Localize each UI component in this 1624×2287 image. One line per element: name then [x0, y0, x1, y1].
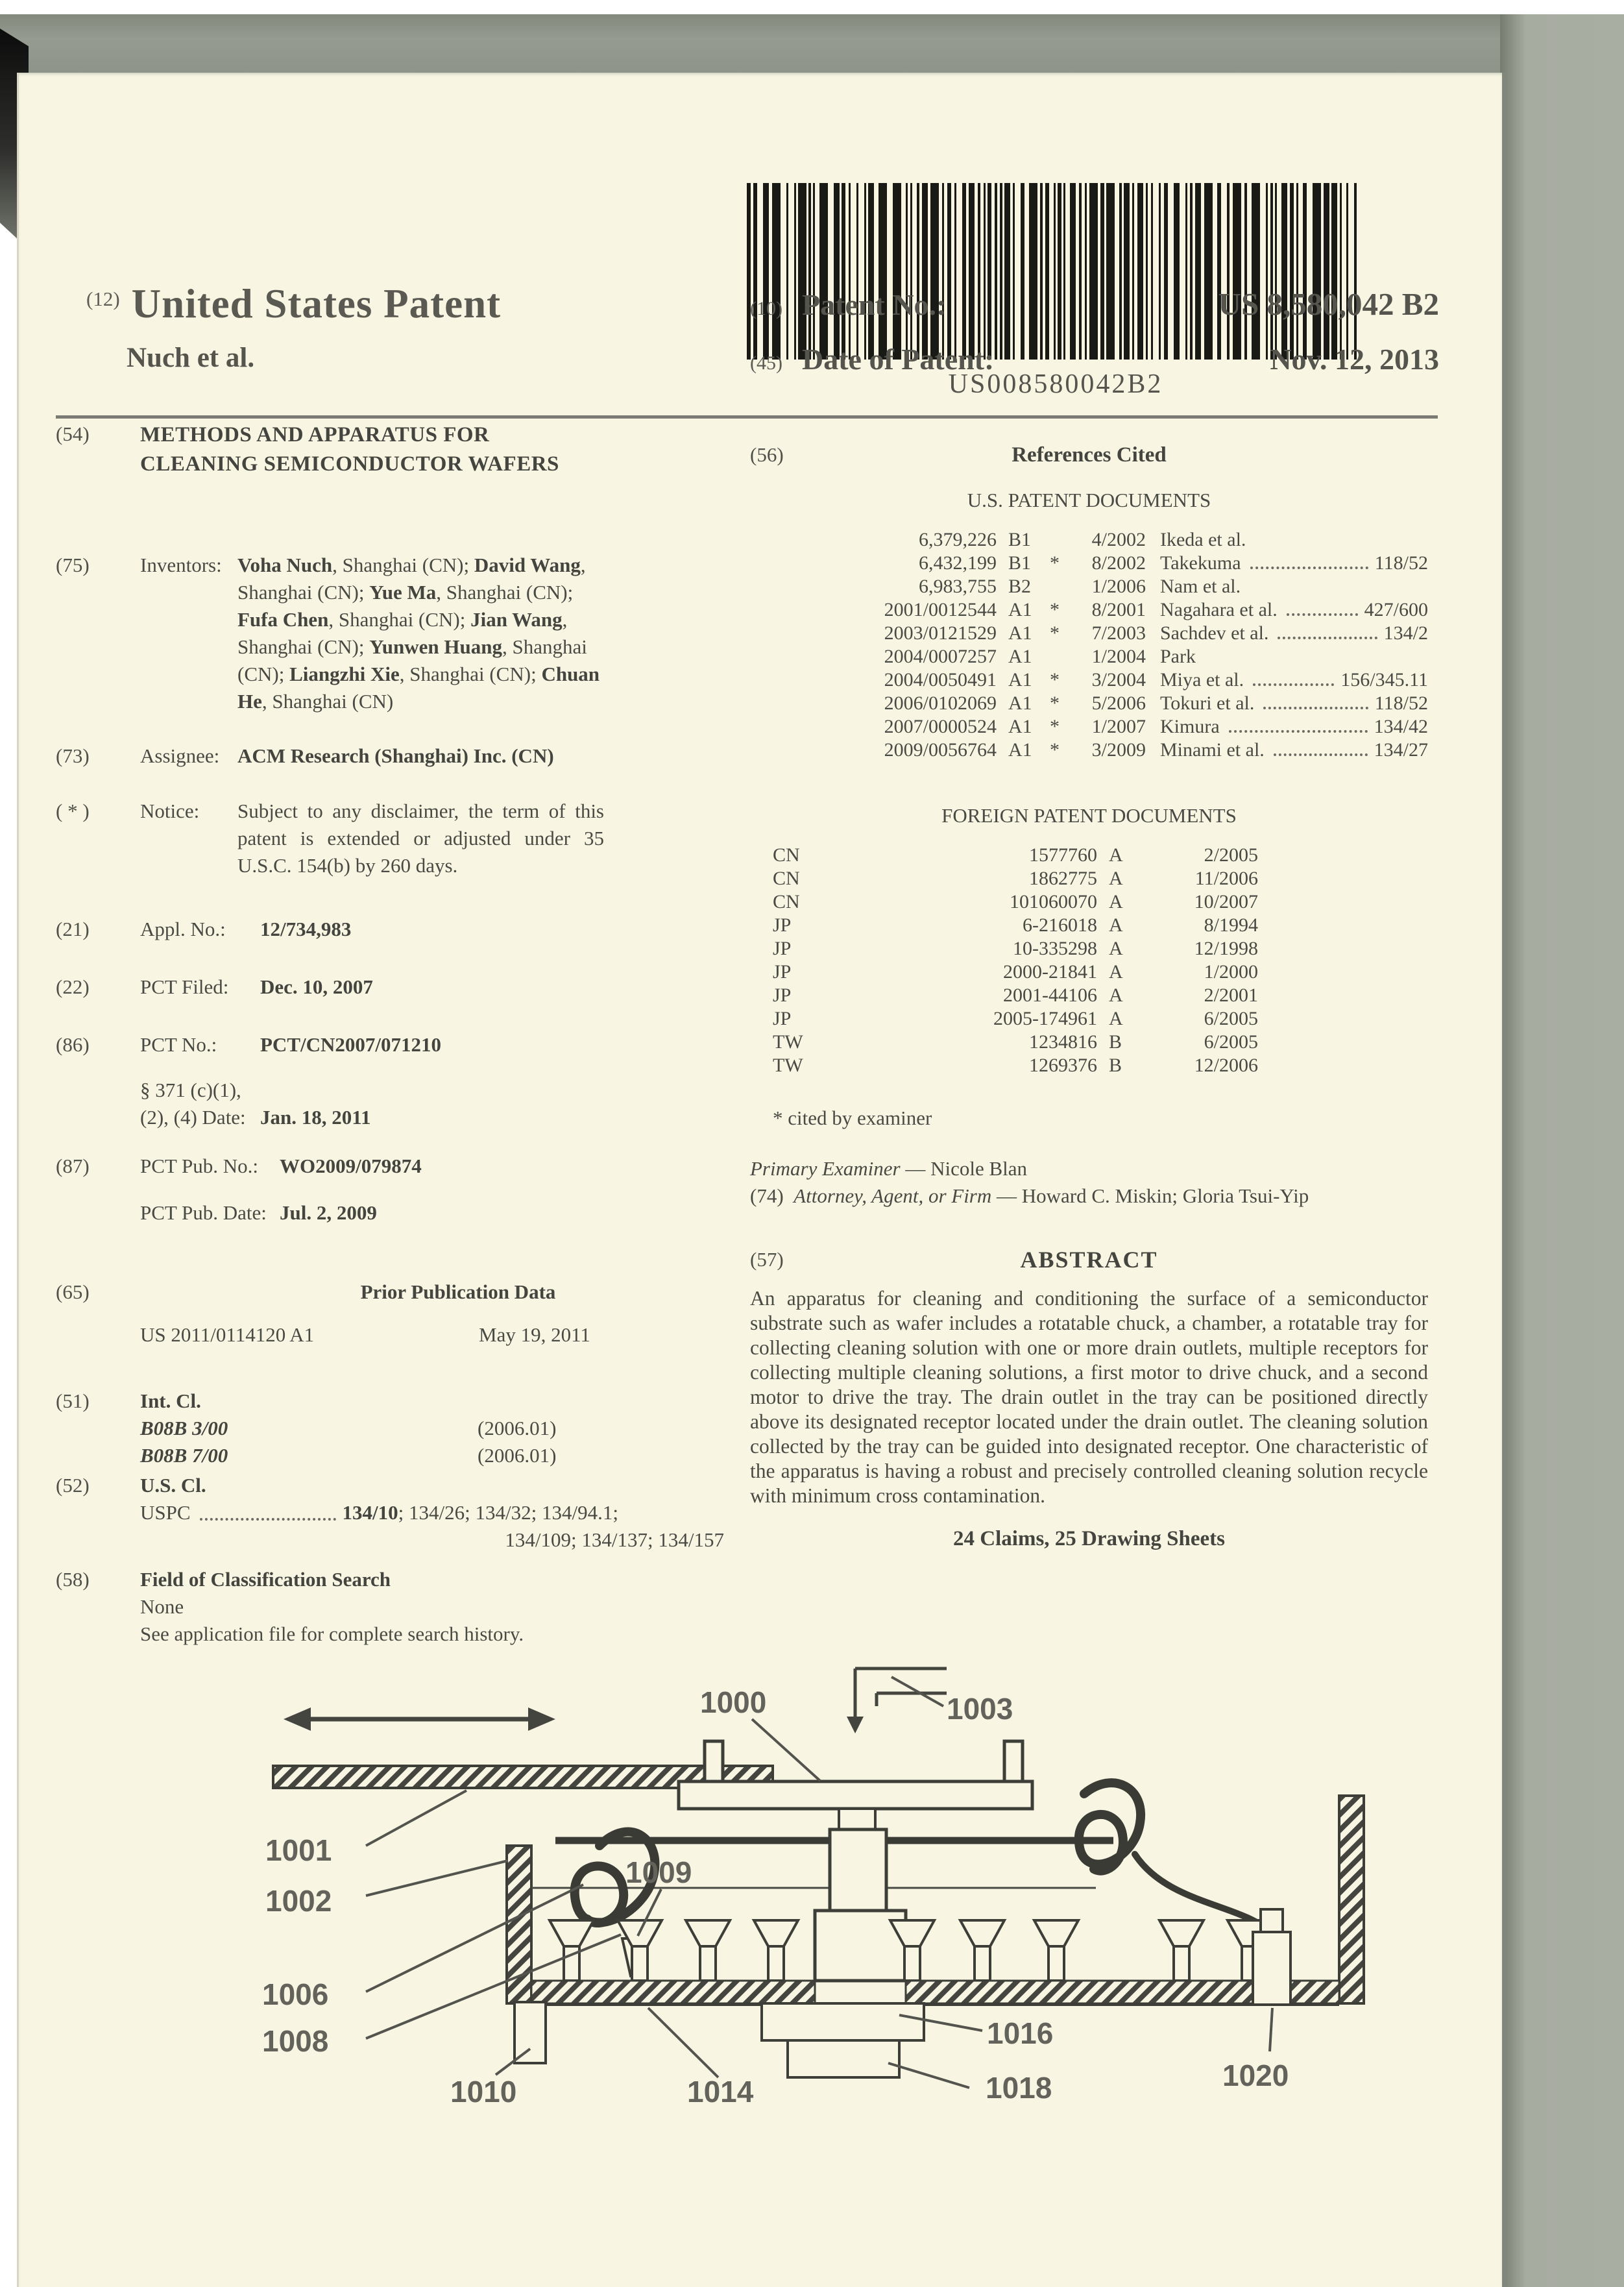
foreign-patent-row: [750, 984, 1428, 1007]
doc-date: 4/2002: [1091, 529, 1146, 550]
examiner-star: *: [1050, 599, 1060, 620]
doc-number: 2009/0056764: [884, 739, 997, 761]
attorney-tag: (74): [750, 1184, 784, 1207]
field-search-none: None: [140, 1595, 184, 1618]
doc-date: 6/2005: [1204, 1008, 1258, 1029]
doc-date: 7/2003: [1091, 622, 1146, 644]
receptor-funnels: [550, 1920, 1272, 1981]
figure-label-1002: 1002: [265, 1884, 332, 1918]
examiner-star: *: [1050, 739, 1060, 761]
tray-floor: [515, 1981, 1339, 2063]
appl-value: 12/734,983: [260, 918, 352, 940]
field-tag: (73): [56, 744, 90, 767]
kind-code: B: [1109, 1031, 1122, 1053]
inventor-name: Chuan He: [237, 663, 600, 713]
barcode-text: US008580042B2: [948, 369, 1163, 399]
doc-number: 2004/0050491: [884, 669, 997, 691]
foreign-patent-row: [750, 1007, 1428, 1031]
field-57-abstract: [750, 1246, 1428, 1273]
uspc-classes: ; 134/26; 134/32; 134/94.1;: [398, 1501, 618, 1524]
field-65-prior-pub: [56, 1278, 724, 1349]
doc-date: 8/1994: [1204, 914, 1258, 936]
foreign-patent-row: [750, 960, 1428, 984]
field-87-pct-pub: [56, 1153, 724, 1227]
prior-pub-date: May 19, 2011: [479, 1323, 590, 1346]
drain-leg-1010: [515, 2002, 546, 2063]
patentee-name: Ikeda et al.: [1160, 529, 1246, 550]
field-51-int-cl: [56, 1388, 724, 1469]
doc-number: 1234816: [1029, 1031, 1097, 1053]
abstract-text: An apparatus for cleaning and conditioning the surface of a semiconductor substrate such as wafer includes a rotatable chuck, a chamber, a rotatable tray for collecting cleaning solution with one or more drain outlets, multiple receptors for collecting multiple cleaning solutions, a first motor to drive chuck, and a second motor to drive the tray. The drain outlet in the tray can be positioned directly above its designated receptor located under the drain outlet. The cleaning solution collected by the tray can be guided into designated receptor. One characteristic of the apparatus is having a robust and precisely controlled cleaning solution recycle with minimum cross contamination.: [750, 1287, 1428, 1507]
examiner-line: [750, 1155, 1428, 1182]
pct-filed-value: Dec. 10, 2007: [260, 975, 373, 998]
us-patent-row: [750, 552, 1428, 575]
leader-1001: [366, 1791, 467, 1846]
assignee-label: Assignee:: [140, 744, 220, 767]
patentee-name: Nagahara et al.: [1160, 599, 1278, 620]
doc-date: 12/2006: [1194, 1055, 1258, 1076]
kind-code: A: [1109, 961, 1123, 983]
appl-label: Appl. No.:: [140, 918, 226, 940]
field-tag: (52): [56, 1474, 90, 1497]
us-patent-row: [750, 668, 1428, 692]
right-spring-coil: [1079, 1783, 1270, 1932]
attorney-label: Attorney, Agent, or Firm: [794, 1184, 992, 1207]
doc-date: 10/2007: [1194, 891, 1258, 912]
spin-motor-column: [815, 1829, 906, 1981]
figure-label-1009: 1009: [625, 1855, 692, 1889]
leader-1020: [1270, 2008, 1272, 2051]
country-code: TW: [773, 1031, 803, 1053]
doc-number: 2006/0102069: [884, 692, 997, 714]
field-tag: (56): [750, 443, 784, 466]
kind-code: B2: [1008, 576, 1032, 597]
leader-1006: [366, 1885, 583, 1992]
examiner-name: — Nicole Blan: [900, 1157, 1028, 1180]
date-value: Nov. 12, 2013: [1270, 343, 1439, 376]
doc-number: 2005-174961: [993, 1008, 1097, 1029]
figure-label-1006: 1006: [262, 1977, 329, 2011]
funnel: [960, 1920, 1004, 1981]
examiner-star: *: [1050, 692, 1060, 714]
doc-date: 11/2006: [1194, 868, 1258, 889]
kind-code: A1: [1008, 599, 1032, 620]
foreign-patent-table: [750, 844, 1428, 1077]
foreign-patent-row: [750, 844, 1428, 867]
field-86-pct-no: [56, 1031, 724, 1131]
motor-1016: [762, 2003, 924, 2040]
doc-number: 2007/0000524: [884, 716, 997, 737]
doc-date: 3/2009: [1091, 739, 1146, 761]
doc-number: 2000-21841: [1003, 961, 1097, 983]
dot-leader: [1278, 637, 1377, 639]
doc-date: 6/2005: [1204, 1031, 1258, 1053]
cited-by-examiner-note: * cited by examiner: [773, 1107, 932, 1129]
figure-label-1016: 1016: [987, 2016, 1054, 2050]
prior-pub-heading: Prior Publication Data: [360, 1280, 556, 1303]
dot-leader: [200, 1499, 336, 1521]
field-tag: (51): [56, 1389, 90, 1412]
country-code: JP: [773, 985, 792, 1006]
doc-number: 6,983,755: [919, 576, 997, 597]
kind-code: A: [1109, 985, 1123, 1006]
field-tag: (58): [56, 1568, 90, 1591]
kind-code: B: [1109, 1055, 1122, 1076]
int-cl-version: (2006.01): [478, 1444, 557, 1467]
doc-number: 6,432,199: [919, 552, 997, 574]
inventor-name: Yue Ma: [369, 581, 437, 604]
doc-number: 2001/0012544: [884, 599, 997, 620]
patentee-name: Tokuri et al.: [1160, 692, 1255, 714]
figure-drawing: [233, 1654, 1375, 2277]
inventor-name: Voha Nuch: [237, 554, 333, 576]
us-patent-row: [750, 692, 1428, 715]
inventor-name: Liangzhi Xie: [289, 663, 400, 685]
field-tag: (57): [750, 1248, 784, 1271]
prior-pub-no: US 2011/0114120 A1: [140, 1323, 315, 1346]
doc-number: 1269376: [1029, 1055, 1097, 1076]
field-75-inventors: [56, 552, 724, 715]
doc-number: 2003/0121529: [884, 622, 997, 644]
us-patent-row: [750, 739, 1428, 762]
patentee-name: Miya et al.: [1160, 669, 1244, 691]
notice-text: Subject to any disclaimer, the term of this patent is extended or adjusted under 35 U.S.C. 154(b) by 260 days.: [237, 800, 604, 877]
kind-code: A: [1109, 938, 1123, 959]
us-patent-row: [750, 715, 1428, 739]
motion-arrow-icon: [284, 1707, 555, 1731]
inventor-name: Fufa Chen: [237, 608, 329, 631]
foreign-patent-row: [750, 890, 1428, 914]
foreign-patents-heading: FOREIGN PATENT DOCUMENTS: [941, 804, 1237, 827]
invention-title: METHODS AND APPARATUS FOR CLEANING SEMICONDUCTOR WAFERS: [140, 423, 559, 476]
dot-leader: [1263, 707, 1368, 709]
int-cl-code: B08B 7/00: [140, 1444, 228, 1467]
scanner-top-band: [0, 14, 1624, 77]
field-notice: [56, 798, 724, 879]
field-22-pct-filed: [56, 973, 724, 1001]
wafer-chuck: [679, 1741, 1032, 1831]
class-number: 427/600: [1364, 599, 1428, 620]
funnel: [1159, 1920, 1204, 1981]
kind-code: A: [1109, 891, 1123, 912]
field-73-assignee: [56, 742, 724, 770]
pct-no-value: PCT/CN2007/071210: [260, 1033, 441, 1056]
examiner-star: *: [1050, 622, 1060, 644]
attorney-line: [750, 1182, 1428, 1210]
pct-pub-value: WO2009/079874: [280, 1155, 422, 1177]
foreign-patent-row: [750, 1054, 1428, 1077]
us-cl-label: U.S. Cl.: [140, 1474, 206, 1497]
uspc-primary-class: 134/10: [342, 1501, 398, 1524]
kind-code: A: [1109, 914, 1123, 936]
doc-date: 3/2004: [1091, 669, 1146, 691]
country-code: CN: [773, 891, 800, 912]
us-patent-row: [750, 575, 1428, 598]
field-tag: (86): [56, 1033, 90, 1056]
inventor-name: Jian Wang: [470, 608, 563, 631]
leader-1014: [648, 2008, 718, 2077]
field-54-title: [56, 421, 724, 479]
class-number: 134/27: [1374, 739, 1428, 761]
int-cl-code: B08B 3/00: [140, 1417, 228, 1439]
doc-number: 2001-44106: [1003, 985, 1097, 1006]
inventors-label: Inventors:: [140, 554, 222, 576]
kind-code: A1: [1008, 646, 1032, 667]
examiner-star: *: [1050, 716, 1060, 737]
country-code: JP: [773, 961, 792, 983]
patentee-name: Takekuma: [1160, 552, 1241, 574]
inventor-short: Nuch et al.: [127, 343, 255, 373]
page-title: United States Patent: [131, 281, 502, 326]
class-number: 118/52: [1374, 552, 1428, 574]
figure-label-1010: 1010: [450, 2075, 517, 2109]
field-52-us-cl: [56, 1472, 724, 1554]
patentee-name: Sachdev et al.: [1160, 622, 1269, 644]
dot-leader: [1250, 567, 1368, 569]
country-code: CN: [773, 868, 800, 889]
chamber-right-wall: [1339, 1796, 1364, 2003]
inventor-name: Yunwen Huang: [369, 635, 502, 658]
date-label: Date of Patent:: [802, 343, 995, 376]
us-patent-row: [750, 645, 1428, 668]
inventors-text: Voha Nuch, Shanghai (CN); David Wang, Shanghai (CN); Yue Ma, Shanghai (CN); Fufa Chen, Shanghai (CN); Jian Wang, Shanghai (CN); Yunwen Huang, Shanghai (CN); Liangzhi Xie, Shanghai (CN); Chuan He, Shanghai (CN): [237, 554, 600, 713]
dot-leader: [1253, 683, 1334, 686]
kind-code: A1: [1008, 622, 1032, 644]
abstract-heading: ABSTRACT: [1020, 1247, 1158, 1273]
dot-leader: [1229, 730, 1368, 733]
dot-leader: [1287, 613, 1358, 616]
uspc-label: USPC: [140, 1501, 191, 1524]
kind-code: A1: [1008, 669, 1032, 691]
patentee-name: Kimura: [1160, 716, 1220, 737]
figure-label-1003: 1003: [947, 1692, 1013, 1726]
patentee-name: Minami et al.: [1160, 739, 1265, 761]
figure-label-1014: 1014: [687, 2075, 754, 2109]
kind-code: B1: [1008, 552, 1032, 574]
pct-pub-label: PCT Pub. No.:: [140, 1155, 259, 1177]
doc-number: 1862775: [1029, 868, 1097, 889]
field-search-see: See application file for complete search history.: [140, 1622, 524, 1645]
patent-page: [17, 73, 1506, 2287]
kind-code: A1: [1008, 739, 1032, 761]
claims-line: 24 Claims, 25 Drawing Sheets: [953, 1527, 1225, 1550]
foreign-patent-row: [750, 914, 1428, 937]
s371-line2: (2), (4) Date:: [140, 1106, 246, 1129]
left-column: [56, 417, 724, 1648]
scanner-right-margin: [1500, 14, 1624, 2287]
kind-code-tag: (12): [86, 287, 120, 310]
doc-date: 1/2007: [1091, 716, 1146, 737]
doc-date: 1/2000: [1204, 961, 1258, 983]
doc-number: 6-216018: [1023, 914, 1097, 936]
patent-no-tag: (10): [750, 298, 782, 319]
class-number: 134/42: [1374, 716, 1428, 737]
figure-label-1001: 1001: [265, 1833, 332, 1867]
field-tag: (21): [56, 918, 90, 940]
us-patents-heading: U.S. PATENT DOCUMENTS: [967, 489, 1211, 511]
leader-1002: [366, 1861, 508, 1896]
field-search-label: Field of Classification Search: [140, 1568, 391, 1591]
field-tag: (54): [56, 422, 90, 445]
figure-label-1018: 1018: [986, 2071, 1052, 2105]
patent-no-value: US 8,580,042 B2: [1218, 286, 1439, 322]
funnel: [686, 1920, 730, 1981]
field-21-appl: [56, 916, 724, 943]
doc-date: 1/2006: [1091, 576, 1146, 597]
kind-code: B1: [1008, 529, 1032, 550]
foreign-patent-row: [750, 1031, 1428, 1054]
foreign-patent-row: [750, 937, 1428, 960]
kind-code: A1: [1008, 716, 1032, 737]
field-58-search: [56, 1566, 724, 1648]
country-code: JP: [773, 1008, 792, 1029]
doc-date: 5/2006: [1091, 692, 1146, 714]
examiner-label: Primary Examiner: [750, 1157, 901, 1180]
field-tag: (87): [56, 1155, 90, 1177]
inventor-name: David Wang: [474, 554, 581, 576]
figure-labels: [262, 1685, 1289, 2109]
doc-date: 8/2002: [1091, 552, 1146, 574]
field-tag: (65): [56, 1280, 90, 1303]
us-patent-table: [750, 528, 1428, 762]
figure-label-1008: 1008: [262, 2024, 329, 2058]
us-patent-row: [750, 528, 1428, 552]
doc-number: 10-335298: [1013, 938, 1097, 959]
examiner-star: *: [1050, 552, 1060, 574]
pct-pub-date-label: PCT Pub. Date:: [140, 1201, 267, 1224]
s371-line1: § 371 (c)(1),: [140, 1079, 241, 1101]
doc-date: 2/2005: [1204, 844, 1258, 866]
figure-label-1020: 1020: [1222, 2059, 1289, 2092]
assignee-name: ACM Research (Shanghai) Inc. (CN): [237, 744, 554, 767]
references-heading: References Cited: [1012, 443, 1167, 467]
field-tag: (22): [56, 975, 90, 998]
country-code: CN: [773, 844, 800, 866]
patentee-name: Nam et al.: [1160, 576, 1241, 597]
examiner-star: *: [1050, 669, 1060, 691]
figure-label-1000: 1000: [700, 1685, 767, 1719]
int-cl-label: Int. Cl.: [140, 1389, 201, 1412]
motor-1018: [788, 2040, 899, 2077]
field-56-references: [750, 441, 1428, 469]
funnel: [550, 1920, 594, 1981]
patent-no-label: Patent No.:: [802, 288, 947, 321]
pct-pub-date-value: Jul. 2, 2009: [280, 1201, 377, 1224]
uspc-classes-line2: 134/109; 134/137; 134/157: [505, 1528, 724, 1551]
right-column: [750, 417, 1428, 1552]
doc-date: 8/2001: [1091, 599, 1146, 620]
funnel: [1034, 1920, 1078, 1981]
kind-code: A: [1109, 868, 1123, 889]
attorney-name: — Howard C. Miskin; Gloria Tsui-Yip: [991, 1184, 1309, 1207]
s371-value: Jan. 18, 2011: [260, 1106, 371, 1129]
us-patent-row: [750, 622, 1428, 645]
class-number: 118/52: [1374, 692, 1428, 714]
field-tag: (75): [56, 554, 90, 576]
field-tag: ( * ): [56, 800, 90, 822]
pct-no-label: PCT No.:: [140, 1033, 217, 1056]
pct-filed-label: PCT Filed:: [140, 975, 229, 998]
us-patent-row: [750, 598, 1428, 622]
kind-code: A: [1109, 844, 1123, 866]
country-code: TW: [773, 1055, 803, 1076]
kind-code: A: [1109, 1008, 1123, 1029]
country-code: JP: [773, 914, 792, 936]
country-code: JP: [773, 938, 792, 959]
doc-number: 6,379,226: [919, 529, 997, 550]
class-number: 156/345.11: [1340, 669, 1428, 691]
int-cl-version: (2006.01): [478, 1417, 557, 1439]
doc-number: 2004/0007257: [884, 646, 997, 667]
kind-code: A1: [1008, 692, 1032, 714]
dot-leader: [1274, 753, 1368, 756]
foreign-patent-row: [750, 867, 1428, 890]
doc-date: 1/2004: [1091, 646, 1146, 667]
doc-number: 101060070: [1010, 891, 1097, 912]
patentee-name: Park: [1160, 646, 1196, 667]
doc-number: 1577760: [1029, 844, 1097, 866]
funnel: [754, 1920, 798, 1981]
doc-date: 2/2001: [1204, 985, 1258, 1006]
class-number: 134/2: [1383, 622, 1428, 644]
date-tag: (45): [750, 352, 782, 374]
doc-date: 12/1998: [1194, 938, 1258, 959]
notice-label: Notice:: [140, 800, 200, 822]
